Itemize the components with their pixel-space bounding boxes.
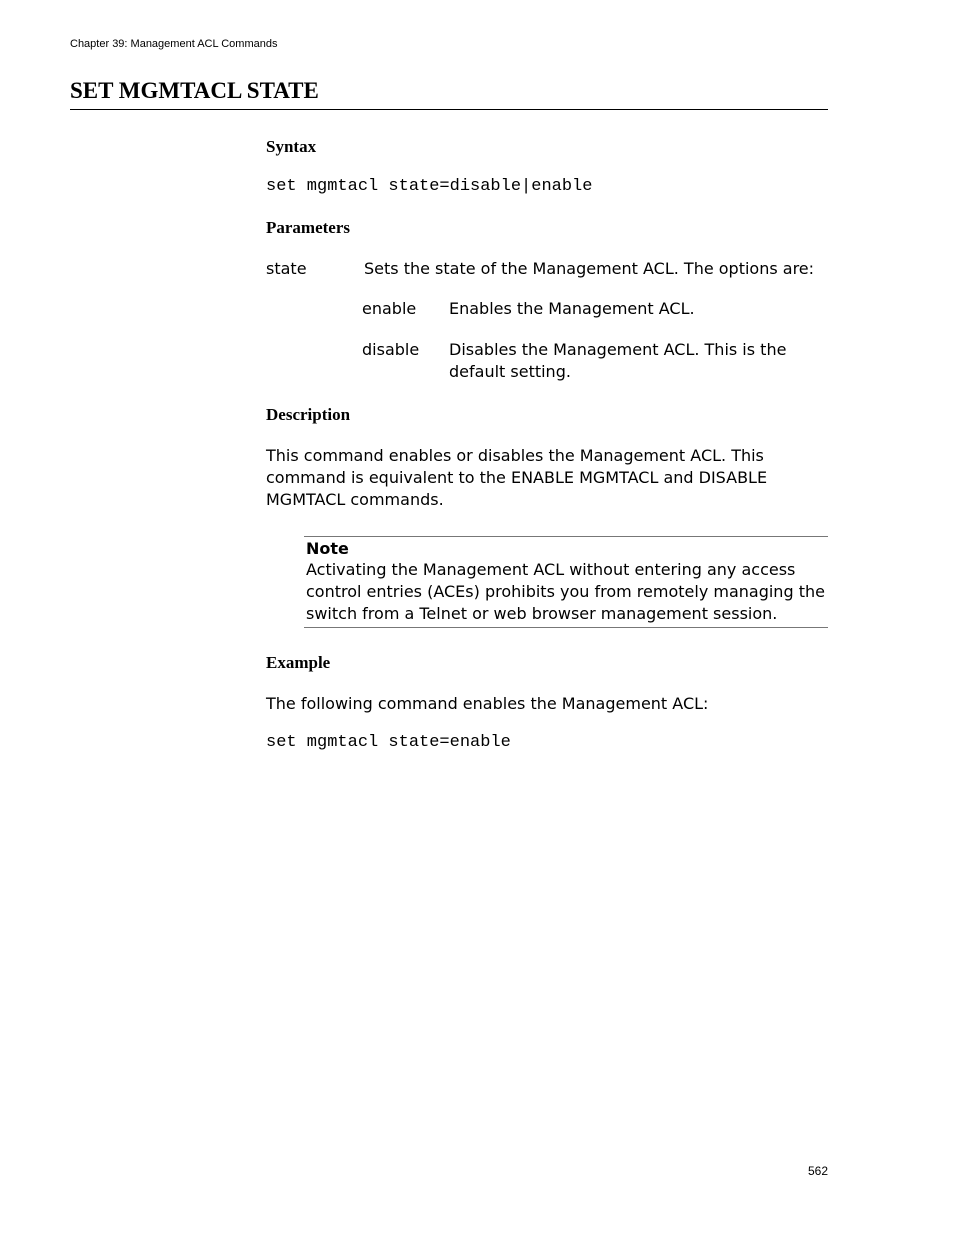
syntax-heading: Syntax bbox=[266, 137, 317, 156]
title-rule bbox=[70, 109, 828, 110]
option-name-enable: enable bbox=[362, 299, 417, 318]
running-header: Chapter 39: Management ACL Commands bbox=[70, 38, 278, 50]
note-box bbox=[304, 536, 828, 628]
page-title: SET MGMTACL STATE bbox=[70, 78, 319, 103]
syntax-command: set mgmtacl state=disable|enable bbox=[266, 177, 593, 196]
param-description: Sets the state of the Management ACL. The options are: bbox=[364, 259, 815, 278]
example-heading: Example bbox=[266, 653, 331, 672]
note-label: Note bbox=[306, 539, 349, 558]
example-command: set mgmtacl state=enable bbox=[266, 733, 511, 752]
description-text: This command enables or disables the Management ACL. This command is equivalent to the ENABLE MGMTACL and DISABLE MGMTACL commands. bbox=[266, 446, 768, 509]
option-description-disable: Disables the Management ACL. This is the default setting. bbox=[449, 340, 787, 381]
example-text: The following command enables the Management ACL: bbox=[266, 694, 709, 713]
option-description-enable: Enables the Management ACL. bbox=[449, 299, 695, 318]
note-text: Activating the Management ACL without entering any access control entries (ACEs) prohibits you from remotely managing the switch from a Telnet or web browser management session. bbox=[306, 560, 825, 623]
page-number: 562 bbox=[808, 1164, 829, 1178]
description-heading: Description bbox=[266, 405, 351, 424]
param-name: state bbox=[266, 259, 307, 278]
option-name-disable: disable bbox=[362, 340, 420, 359]
parameters-heading: Parameters bbox=[266, 218, 351, 237]
